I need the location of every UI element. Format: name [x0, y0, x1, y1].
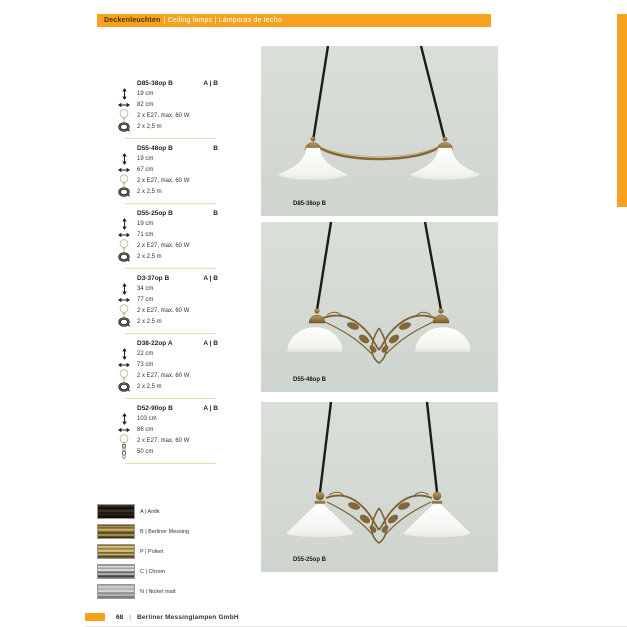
spec-row	[118, 88, 218, 99]
finish-swatch-color	[97, 584, 135, 599]
footer-accent-square	[85, 613, 105, 621]
spec-value: 77 cm	[137, 296, 154, 303]
spec-value: 2 x E27, max. 60 W	[137, 112, 190, 119]
height-arrow-icon	[118, 348, 130, 360]
spec-value: 67 cm	[137, 166, 154, 173]
finish-swatch	[97, 584, 189, 599]
photo-label: D55-48op B	[293, 377, 327, 383]
bulb-icon	[118, 174, 130, 187]
width-arrow-icon	[118, 101, 130, 109]
section-title-translations: | Ceiling lamps | Lámparas de techo	[163, 17, 282, 24]
finish-swatch-color	[97, 544, 135, 559]
height-arrow-icon	[118, 413, 130, 425]
product-specs	[118, 218, 218, 262]
spec-value: 82 cm	[137, 101, 154, 108]
spec-row	[118, 121, 218, 132]
product-block	[118, 79, 218, 144]
product-title: D52-90op B	[137, 405, 173, 412]
product-title: D38-22op A	[137, 340, 173, 347]
spec-value: 19 cm	[137, 90, 154, 97]
footer-divider: |	[129, 613, 131, 621]
spec-row	[118, 186, 218, 197]
spec-value: 34 cm	[137, 285, 154, 292]
chain-icon	[118, 444, 130, 459]
product-finish-codes: B	[213, 145, 218, 152]
finish-swatch	[97, 504, 189, 519]
page-footer	[85, 612, 239, 622]
spec-value: 2 x E27, max. 60 W	[137, 307, 190, 314]
footer-company-name: Berliner Messinglampen GmbH	[136, 613, 239, 621]
spec-row	[118, 446, 218, 457]
page-edge-accent-stripe	[617, 14, 627, 207]
cable-icon	[118, 187, 130, 197]
bulb-icon	[118, 369, 130, 382]
finish-swatch-list	[97, 504, 189, 604]
product-list	[118, 79, 218, 469]
product-separator	[125, 268, 216, 269]
product-block	[118, 404, 218, 469]
section-title-german: Deckenleuchten	[104, 17, 161, 24]
product-block	[118, 339, 218, 404]
width-arrow-icon	[118, 361, 130, 369]
spec-row	[118, 175, 218, 186]
finish-swatch-color	[97, 504, 135, 519]
finish-swatch-label: B | Berliner Messing	[140, 528, 190, 535]
spec-row	[118, 413, 218, 424]
finish-swatch-label: P | Poliert	[140, 548, 164, 555]
spec-row	[118, 283, 218, 294]
spec-row	[118, 218, 218, 229]
product-block	[118, 274, 218, 339]
spec-value: 2 x E27, max. 60 W	[137, 372, 190, 379]
cable-icon	[118, 122, 130, 132]
finish-swatch	[97, 564, 189, 579]
spec-row	[118, 110, 218, 121]
photo-label: D55-25op B	[293, 557, 327, 563]
product-title: D55-48op B	[137, 145, 173, 152]
finish-swatch	[97, 544, 189, 559]
width-arrow-icon	[118, 166, 130, 174]
spec-value: 86 cm	[137, 426, 154, 433]
height-arrow-icon	[118, 283, 130, 295]
product-separator	[125, 398, 216, 399]
lamp-illustration-dome	[261, 222, 498, 392]
spec-row	[118, 251, 218, 262]
spec-value: 2 x 2,5 m	[137, 123, 162, 130]
width-arrow-icon	[118, 231, 130, 239]
width-arrow-icon	[118, 296, 130, 304]
spec-value: 71 cm	[137, 231, 154, 238]
spec-value: 19 cm	[137, 155, 154, 162]
spec-row	[118, 240, 218, 251]
section-header-bar	[97, 14, 491, 27]
height-arrow-icon	[118, 218, 130, 230]
width-arrow-icon	[118, 426, 130, 434]
spec-row	[118, 359, 218, 370]
product-separator	[125, 138, 216, 139]
product-photo-d55-25op	[261, 402, 498, 572]
product-specs	[118, 88, 218, 132]
product-block	[118, 209, 218, 274]
footer-page-number: 68	[116, 613, 124, 621]
finish-swatch-label: A | Antik	[140, 508, 160, 515]
product-finish-codes: A | B	[203, 405, 218, 412]
product-separator	[125, 333, 216, 334]
spec-row	[118, 305, 218, 316]
product-separator	[125, 463, 216, 464]
spec-value: 73 cm	[137, 361, 154, 368]
bulb-icon	[118, 239, 130, 252]
product-specs	[118, 153, 218, 197]
spec-row	[118, 381, 218, 392]
spec-row	[118, 435, 218, 446]
product-specs	[118, 413, 218, 457]
cable-icon	[118, 382, 130, 392]
product-title: D55-25op B	[137, 210, 173, 217]
finish-swatch-color	[97, 564, 135, 579]
height-arrow-icon	[118, 153, 130, 165]
spec-row	[118, 348, 218, 359]
product-finish-codes: A | B	[203, 340, 218, 347]
spec-value: 2 x 2,5 m	[137, 383, 162, 390]
spec-row	[118, 424, 218, 435]
photo-label: D85-38op B	[293, 201, 327, 207]
spec-value: 19 cm	[137, 220, 154, 227]
cable-icon	[118, 252, 130, 262]
spec-row	[118, 99, 218, 110]
finish-swatch-color	[97, 524, 135, 539]
spec-value: 2 x 2,5 m	[137, 253, 162, 260]
spec-row	[118, 294, 218, 305]
product-block	[118, 144, 218, 209]
bulb-icon	[118, 109, 130, 122]
spec-value: 2 x E27, max. 60 W	[137, 437, 190, 444]
spec-value: 50 cm	[137, 448, 154, 455]
spec-row	[118, 153, 218, 164]
cable-icon	[118, 317, 130, 327]
product-title: D85-38op B	[137, 80, 173, 87]
spec-value: 2 x 2,5 m	[137, 318, 162, 325]
spec-row	[118, 370, 218, 381]
finish-swatch-label: N | Nickel matt	[140, 588, 176, 595]
product-specs	[118, 283, 218, 327]
spec-row	[118, 316, 218, 327]
spec-value: 2 x 2,5 m	[137, 188, 162, 195]
height-arrow-icon	[118, 88, 130, 100]
finish-swatch	[97, 524, 189, 539]
spec-value: 2 x E27, max. 60 W	[137, 177, 190, 184]
bulb-icon	[118, 304, 130, 317]
product-finish-codes: B	[213, 210, 218, 217]
lamp-illustration-bell	[261, 46, 498, 216]
product-finish-codes: A | B	[203, 275, 218, 282]
product-title: D3-37op B	[137, 275, 170, 282]
spec-value: 103 cm	[137, 415, 157, 422]
spec-value: 22 cm	[137, 350, 154, 357]
product-separator	[125, 203, 216, 204]
spec-value: 2 x E27, max. 60 W	[137, 242, 190, 249]
spec-row	[118, 164, 218, 175]
product-photo-d55-48op	[261, 222, 498, 392]
lamp-illustration-cone	[261, 402, 498, 572]
product-specs	[118, 348, 218, 392]
product-finish-codes: A | B	[203, 80, 218, 87]
product-photo-d85-38op	[261, 46, 498, 216]
finish-swatch-label: C | Chrom	[140, 568, 165, 575]
spec-row	[118, 229, 218, 240]
